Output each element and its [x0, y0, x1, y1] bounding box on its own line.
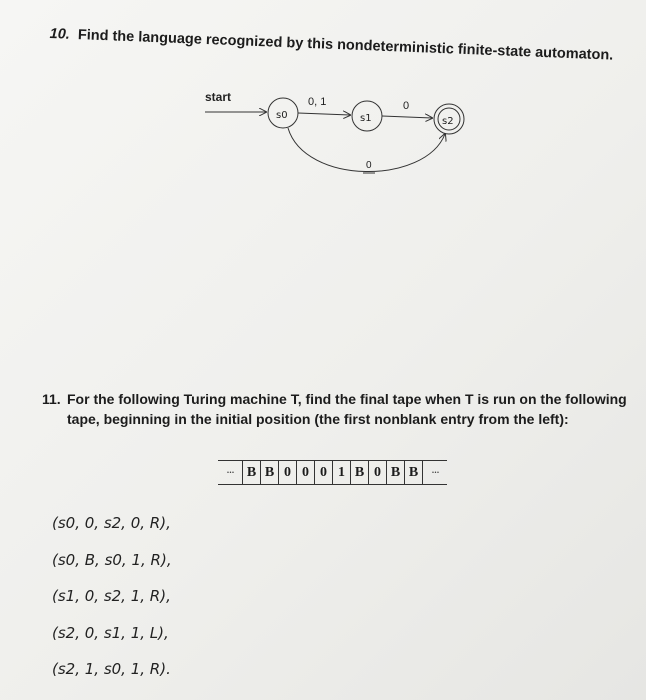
- tape-right-ellipsis: ···: [431, 466, 439, 479]
- transition-rule: (s0, B, s0, 1, R),: [52, 550, 172, 569]
- turing-tape: [218, 460, 447, 485]
- tape-cell: B: [350, 461, 368, 484]
- question-10-text: Find the language recognized by this nondeterministic finite-state automaton.: [77, 27, 614, 64]
- tape-cell: B: [404, 461, 423, 484]
- state-s0-label: s0: [276, 110, 288, 121]
- edge-s0-s1-label: 0, 1: [308, 96, 327, 108]
- edge-s0-s1: [298, 113, 350, 115]
- tape-left-ellipsis: ···: [226, 466, 234, 479]
- edge-s0-s2-label: 0: [366, 160, 372, 171]
- transition-rule: (s1, 0, s2, 1, R),: [52, 587, 171, 605]
- tape-cell: 0: [314, 461, 332, 484]
- start-label: start: [205, 90, 232, 104]
- tape-cell: 0: [278, 461, 296, 484]
- transition-rule: (s0, 0, s2, 0, R),: [52, 514, 171, 532]
- tape-cell: 0: [368, 461, 386, 484]
- question-11-number: 11.: [42, 391, 61, 407]
- tape-cell: B: [260, 461, 278, 484]
- tape-cell: 0: [296, 461, 314, 484]
- question-10-number: 10.: [49, 26, 71, 43]
- nfa-diagram: [195, 85, 485, 195]
- transition-rule: (s2, 1, s0, 1, R).: [52, 660, 171, 678]
- tape-cell: 1: [332, 461, 350, 484]
- edge-s1-s2: [382, 116, 432, 118]
- transition-rule: (s2, 0, s1, 1, L),: [52, 623, 169, 642]
- transition-rules: [52, 514, 172, 697]
- edge-s1-s2-label: 0: [403, 100, 410, 112]
- question-10: [49, 26, 613, 64]
- tape-cell: B: [242, 461, 260, 484]
- state-s1-label: s1: [360, 113, 372, 124]
- question-11-text: For the following Turing machine T, find the final tape when T is run on the following tape, beginning in the initial position (the first nonblank entry from the left):: [67, 391, 627, 427]
- state-s2-label: s2: [442, 116, 454, 127]
- question-11: [42, 389, 632, 429]
- tape-cell: B: [386, 461, 404, 484]
